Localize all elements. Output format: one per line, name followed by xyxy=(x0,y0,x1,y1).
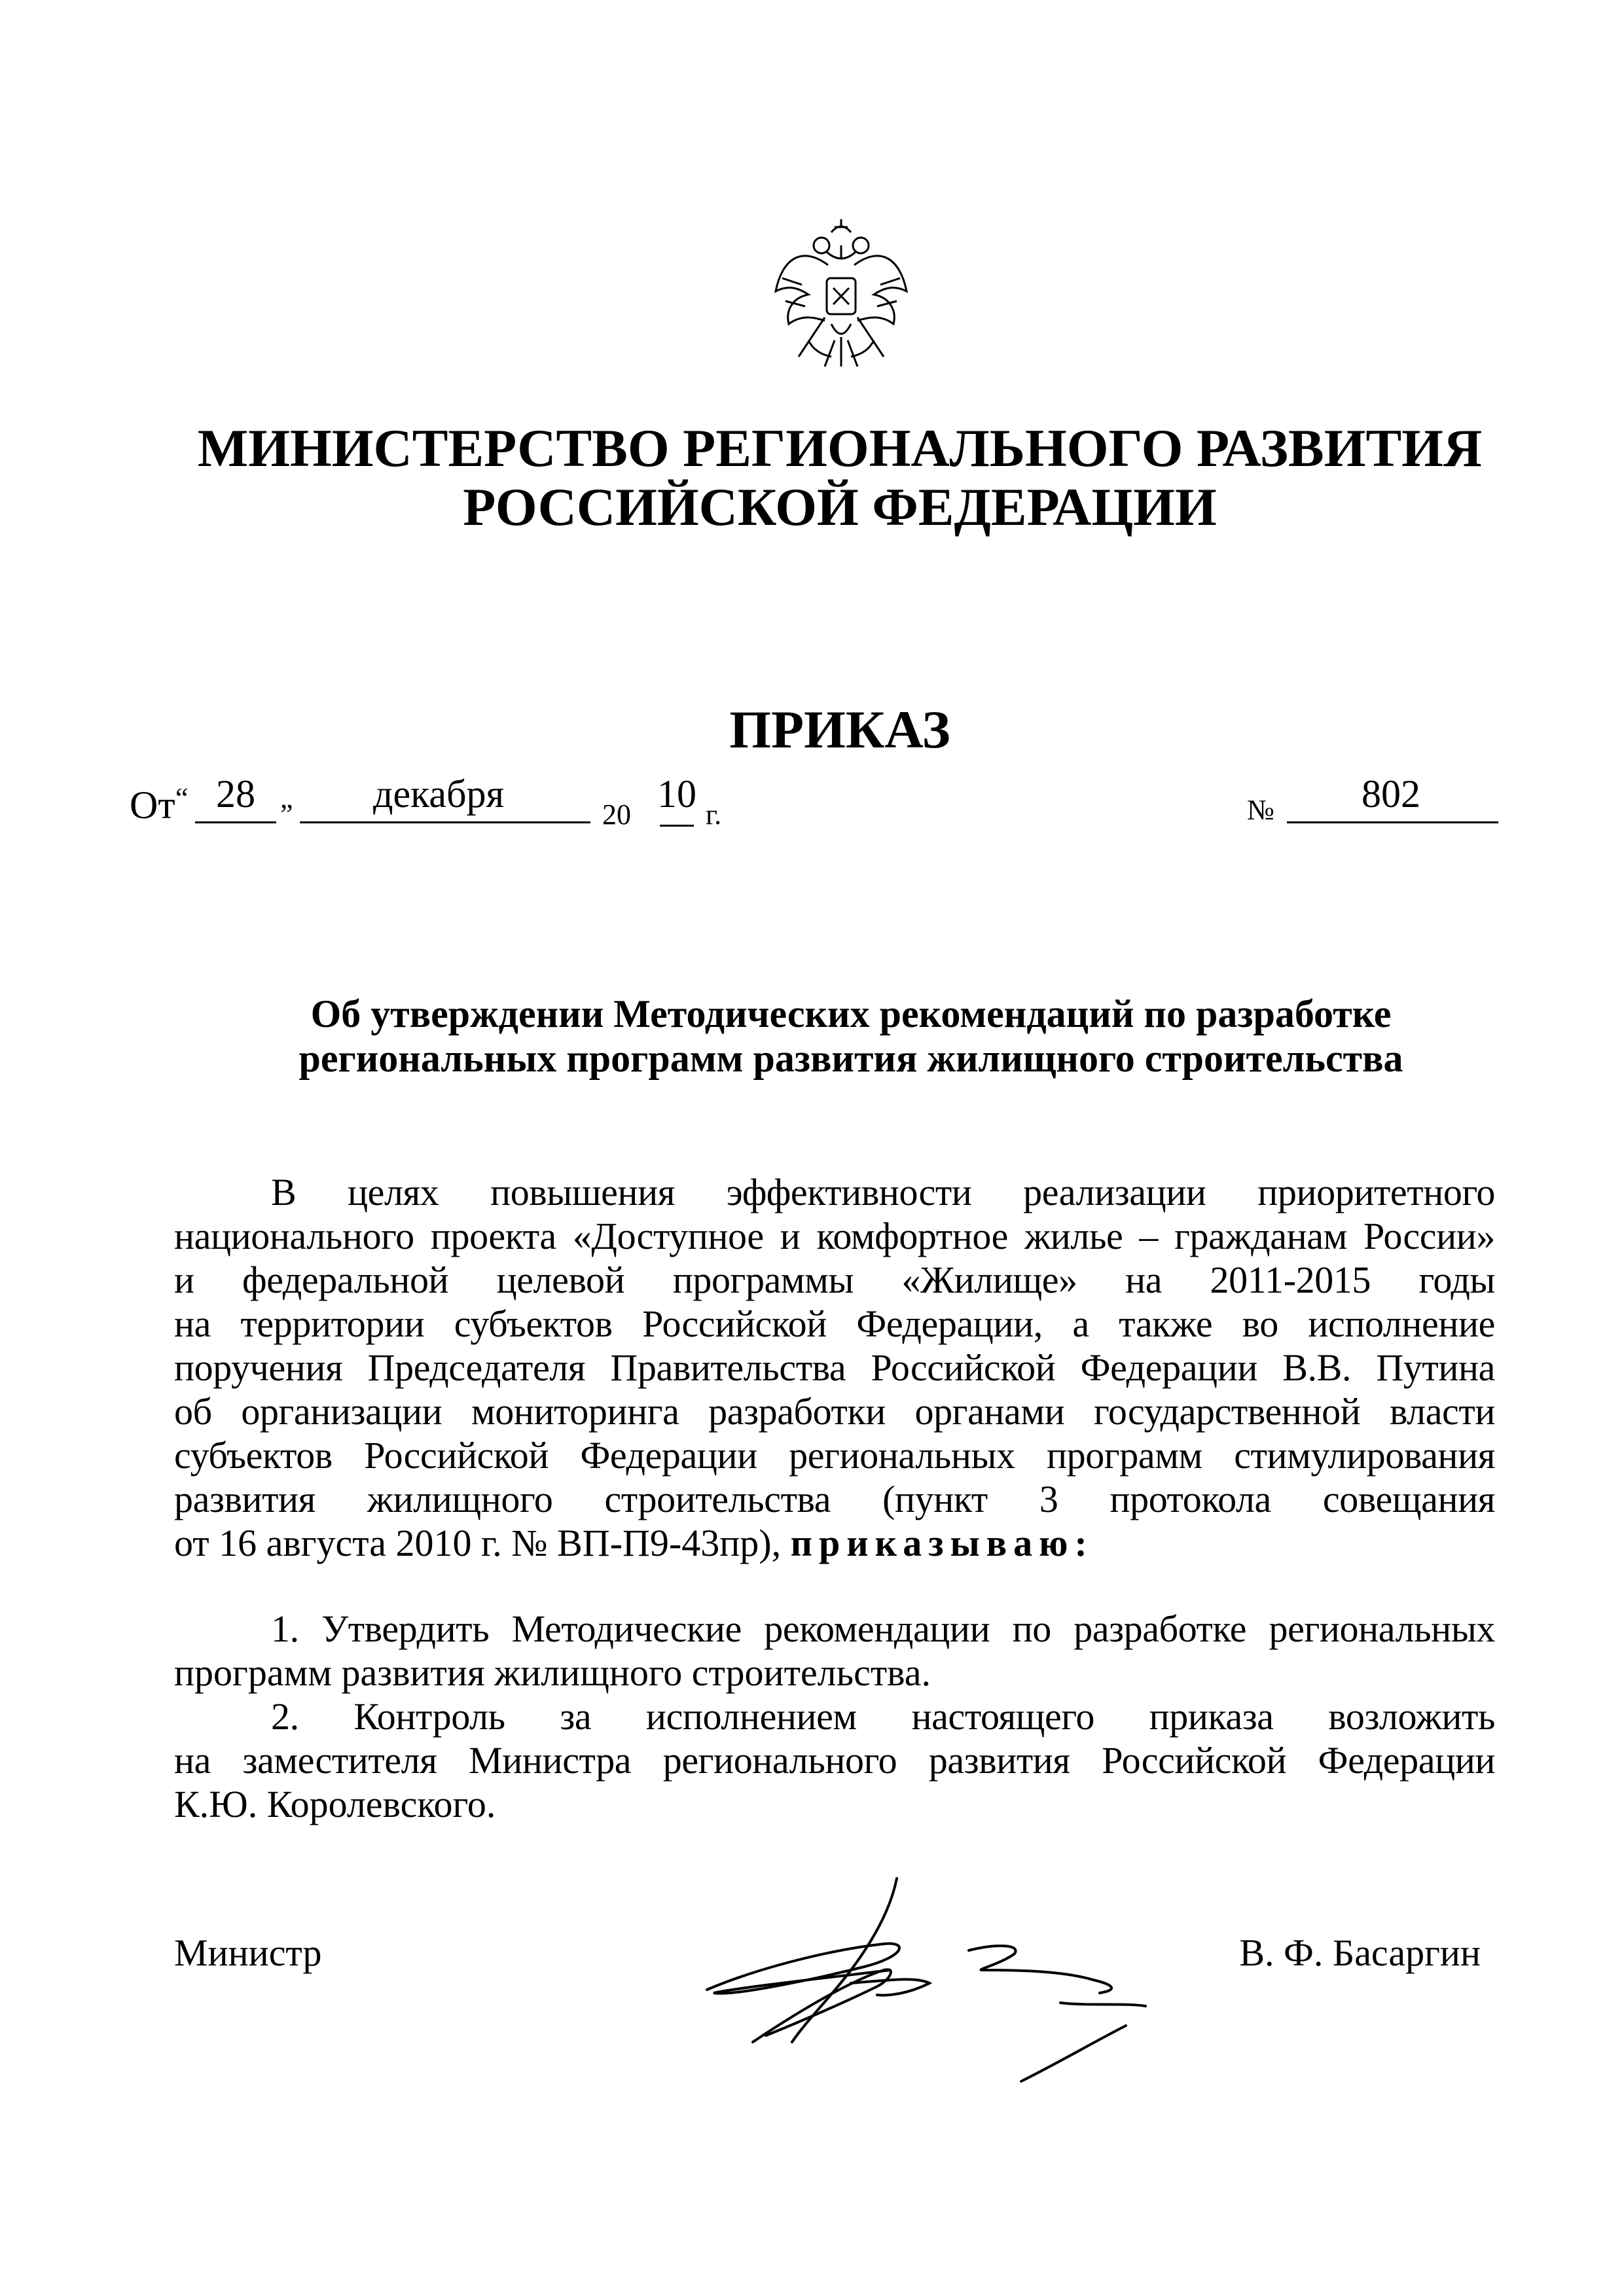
order-word: приказываю: xyxy=(790,1522,1094,1564)
preamble-line: В целях повышения эффективности реализации приоритетного xyxy=(271,1171,1495,1213)
handwritten-signature xyxy=(694,1872,1165,2108)
preamble-line: об организации мониторинга разработки органами государственной власти xyxy=(174,1390,1495,1433)
signatory-name: В. Ф. Басаргин xyxy=(1239,1931,1481,1974)
order-number: 802 xyxy=(1362,772,1420,816)
preamble-line: субъектов Российской Федерации региональных программ стимулирования xyxy=(174,1434,1495,1477)
order-body xyxy=(174,1170,1495,2036)
date-century: 20 xyxy=(602,798,631,831)
document-type: ПРИКАЗ xyxy=(729,700,950,759)
ministry-name-line2: РОССИЙСКОЙ ФЕДЕРАЦИИ xyxy=(463,477,1217,537)
date-year: 10 xyxy=(657,772,696,816)
date-year-suffix: г. xyxy=(706,798,722,831)
subject-line2: региональных программ развития жилищного строительства xyxy=(298,1037,1403,1080)
date-month: декабря xyxy=(373,772,505,816)
item2-line2: на заместителя Министра регионального развития Российской Федерации xyxy=(174,1739,1495,1782)
preamble-line: на территории субъектов Российской Федерации, а также во исполнение xyxy=(174,1302,1495,1345)
ministry-name-line1: МИНИСТЕРСТВО РЕГИОНАЛЬНОГО РАЗВИТИЯ xyxy=(197,418,1483,478)
open-quote: “ xyxy=(175,782,189,814)
order-items xyxy=(174,1607,1495,1826)
preamble-line: и федеральной целевой программы «Жилище» на 2011-2015 годы xyxy=(174,1259,1495,1301)
preamble-line: развития жилищного строительства (пункт 3 протокола совещания xyxy=(174,1478,1495,1520)
subject-line1: Об утверждении Методических рекомендаций по разработке xyxy=(310,992,1392,1035)
signature-block xyxy=(174,1931,1495,2036)
item1-line1: 1. Утвердить Методические рекомендации по разработке региональных xyxy=(271,1607,1495,1650)
preamble-line: национального проекта «Доступное и комфортное жилье – гражданам России» xyxy=(174,1215,1495,1257)
preamble-last-line xyxy=(174,1521,1495,1565)
close-quote: „ xyxy=(280,782,293,814)
item2-line3: К.Ю. Королевского. xyxy=(174,1783,496,1825)
preamble-line: поручения Председателя Правительства Российской Федерации В.В. Путина xyxy=(174,1346,1495,1389)
item2-line1: 2. Контроль за исполнением настоящего приказа возложить xyxy=(271,1695,1495,1738)
preamble-last-text: от 16 августа 2010 г. № ВП-П9-43пр), xyxy=(174,1522,782,1564)
date-day: 28 xyxy=(216,772,255,816)
date-prefix: От xyxy=(130,783,175,827)
preamble xyxy=(174,1170,1495,1565)
number-label: № xyxy=(1247,794,1274,826)
coat-of-arms-emblem xyxy=(769,219,913,376)
item1-line2: программ развития жилищного строительства. xyxy=(174,1651,931,1694)
signatory-position: Министр xyxy=(174,1931,322,1974)
